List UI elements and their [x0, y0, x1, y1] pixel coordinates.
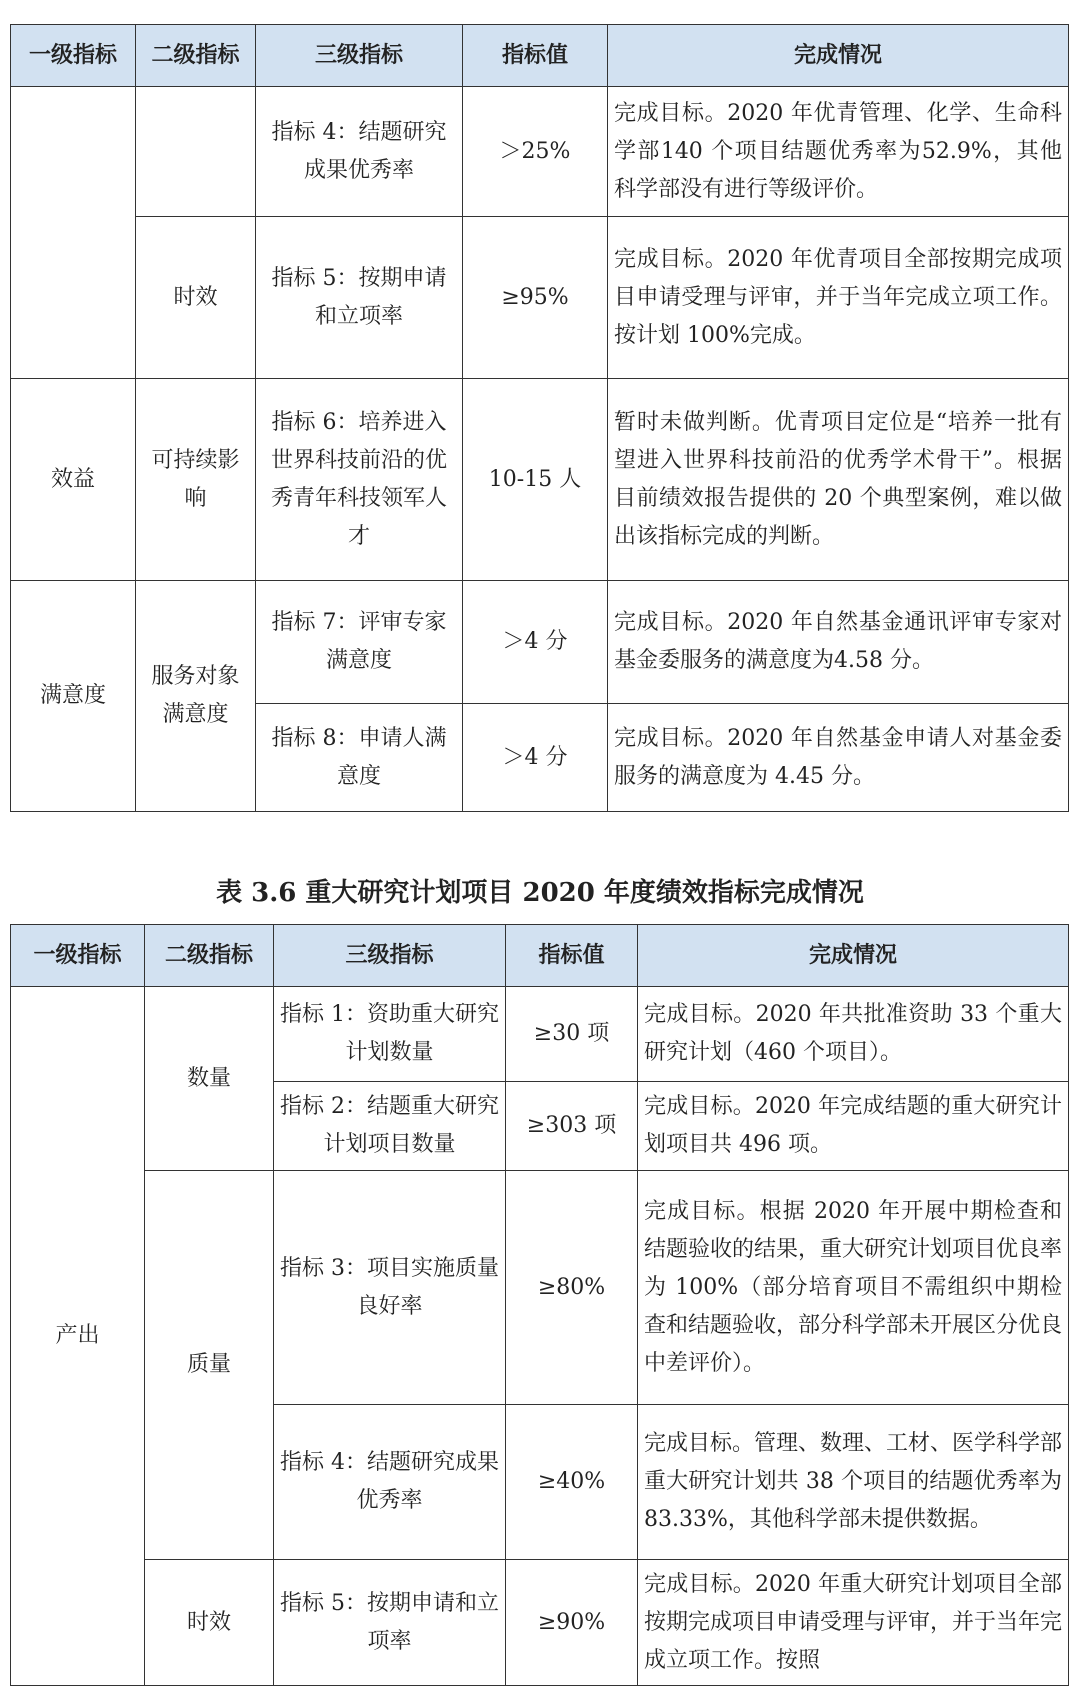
- level1-cell: 产出: [11, 987, 145, 1686]
- value-cell: ＞4 分: [463, 581, 608, 704]
- level3-cell: 指标 3：项目实施质量良好率: [274, 1171, 506, 1405]
- level2-cell: 时效: [136, 217, 256, 379]
- table-row: [11, 1171, 1069, 1405]
- table-row: [11, 379, 1069, 581]
- table-row: [11, 1560, 1069, 1686]
- performance-table-2: [10, 924, 1069, 1686]
- level2-cell: 服务对象满意度: [136, 581, 256, 812]
- completion-cell: 完成目标。2020 年自然基金通讯评审专家对基金委服务的满意度为4.58 分。: [608, 581, 1069, 704]
- level2-cell: 质量: [145, 1171, 274, 1560]
- level3-cell: 指标 5：按期申请和立项率: [256, 217, 463, 379]
- table-caption: 表 3.6 重大研究计划项目 2020 年度绩效指标完成情况: [216, 878, 864, 908]
- level1-cell: 满意度: [11, 581, 136, 812]
- table-row: [11, 217, 1069, 379]
- value-cell: ≥40%: [506, 1405, 638, 1560]
- value-cell: ≥303 项: [506, 1082, 638, 1171]
- completion-cell: 完成目标。2020 年共批准资助 33 个重大研究计划（460 个项目）。: [638, 987, 1069, 1082]
- completion-cell: 完成目标。2020 年完成结题的重大研究计划项目共 496 项。: [638, 1082, 1069, 1171]
- table-row: [11, 581, 1069, 704]
- performance-table-1: [10, 24, 1069, 812]
- header-value: 指标值: [506, 925, 638, 987]
- header-level1: 一级指标: [11, 25, 136, 87]
- level3-cell: 指标 2：结题重大研究计划项目数量: [274, 1082, 506, 1171]
- header-level1: 一级指标: [11, 925, 145, 987]
- level2-cell: 时效: [145, 1560, 274, 1686]
- table-header-row: [11, 925, 1069, 987]
- level3-cell: 指标 8：申请人满意度: [256, 704, 463, 812]
- value-cell: ＞25%: [463, 87, 608, 217]
- table-row: [11, 87, 1069, 217]
- level3-cell: 指标 4：结题研究成果优秀率: [256, 87, 463, 217]
- level3-cell: 指标 5：按期申请和立项率: [274, 1560, 506, 1686]
- value-cell: ≥90%: [506, 1560, 638, 1686]
- value-cell: ≥30 项: [506, 987, 638, 1082]
- table-row: [11, 987, 1069, 1082]
- completion-cell: 完成目标。管理、数理、工材、医学科学部重大研究计划共 38 个项目的结题优秀率为 83.33%，其他科学部未提供数据。: [638, 1405, 1069, 1560]
- level3-cell: 指标 6：培养进入世界科技前沿的优秀青年科技领军人才: [256, 379, 463, 581]
- header-completion: 完成情况: [608, 25, 1069, 87]
- level3-cell: 指标 4：结题研究成果优秀率: [274, 1405, 506, 1560]
- header-level3: 三级指标: [274, 925, 506, 987]
- level1-cell: 效益: [11, 379, 136, 581]
- header-level2: 二级指标: [145, 925, 274, 987]
- completion-cell: 完成目标。2020 年优青项目全部按期完成项目申请受理与评审，并于当年完成立项工作。按计划 100%完成。: [608, 217, 1069, 379]
- header-completion: 完成情况: [638, 925, 1069, 987]
- level2-cell: 可持续影响: [136, 379, 256, 581]
- value-cell: ≥95%: [463, 217, 608, 379]
- completion-cell: 完成目标。2020 年优青管理、化学、生命科学部140 个项目结题优秀率为52.9%，其他科学部没有进行等级评价。: [608, 87, 1069, 217]
- table-header-row: [11, 25, 1069, 87]
- level2-cell-empty: [136, 87, 256, 217]
- header-level3: 三级指标: [256, 25, 463, 87]
- level1-cell-empty: [11, 87, 136, 379]
- completion-cell: 完成目标。2020 年重大研究计划项目全部按期完成项目申请受理与评审，并于当年完成立项工作。按照: [638, 1560, 1069, 1686]
- level3-cell: 指标 1：资助重大研究计划数量: [274, 987, 506, 1082]
- level2-cell: 数量: [145, 987, 274, 1171]
- completion-cell: 完成目标。2020 年自然基金申请人对基金委服务的满意度为 4.45 分。: [608, 704, 1069, 812]
- level3-cell: 指标 7：评审专家满意度: [256, 581, 463, 704]
- header-value: 指标值: [463, 25, 608, 87]
- value-cell: ≥80%: [506, 1171, 638, 1405]
- header-level2: 二级指标: [136, 25, 256, 87]
- value-cell: 10-15 人: [463, 379, 608, 581]
- value-cell: ＞4 分: [463, 704, 608, 812]
- completion-cell: 完成目标。根据 2020 年开展中期检查和结题验收的结果，重大研究计划项目优良率为 100%（部分培育项目不需组织中期检查和结题验收，部分科学部未开展区分优良中差评价）。: [638, 1171, 1069, 1405]
- completion-cell: 暂时未做判断。优青项目定位是“培养一批有望进入世界科技前沿的优秀学术骨干”。根据目前绩效报告提供的 20 个典型案例，难以做出该指标完成的判断。: [608, 379, 1069, 581]
